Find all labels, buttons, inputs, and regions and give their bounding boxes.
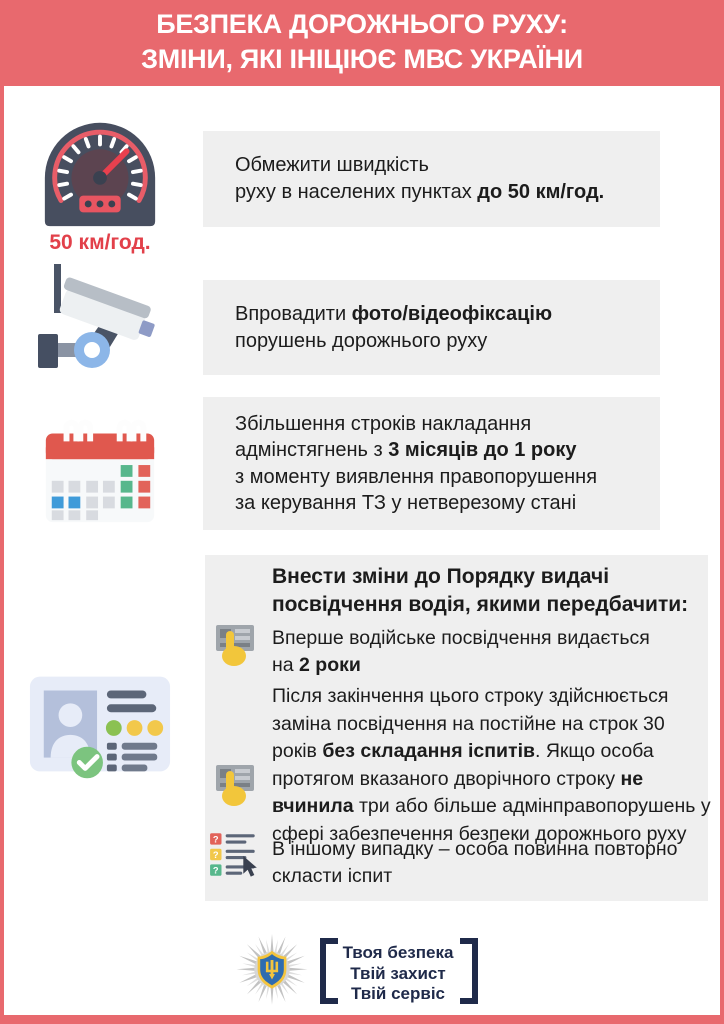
license-bullet1-text: Вперше водійське посвідчення видається на 2 роки	[272, 627, 650, 676]
speed-limit-text: Обмежити швидкість руху в населених пунктах до 50 км/год.	[235, 154, 605, 203]
admin-terms-box	[203, 397, 660, 530]
footer-slogan	[338, 943, 458, 1005]
svg-text:?: ?	[212, 834, 219, 845]
license-bullet2-text: Після закінчення цього строку здійснюється заміна посвідчення на постійне на строк 30 років без складання іспитів. Якщо особа протягом вказаного дворічного строку не вчинила три або більше адмінправопорушень у сфері забезпечення безпеки дорожнього руху	[272, 685, 711, 845]
photo-video-box	[203, 280, 660, 375]
page-border-left	[0, 0, 4, 1024]
police-badge-icon	[234, 930, 310, 1012]
page-border-bottom	[0, 1015, 724, 1024]
license-in-hand-icon	[210, 763, 258, 807]
drivers-license-icon	[26, 668, 174, 786]
calendar-icon	[36, 404, 164, 532]
bracket-right	[460, 938, 478, 1004]
footer-slogan-line2: Твій захист	[350, 963, 446, 983]
bracket-left	[320, 938, 338, 1004]
speed-limit-box	[203, 131, 660, 227]
page-title-line2: ЗМІНИ, ЯКІ ІНІЦІЮЄ МВС УКРАЇНИ	[141, 44, 583, 74]
license-changes-box	[205, 555, 711, 901]
page-border-right	[720, 0, 724, 1024]
svg-text:?: ?	[212, 850, 219, 861]
cctv-camera-icon	[34, 258, 166, 376]
license-bullet3-text: В іншому випадку – особа повинна повторно скласти іспит	[272, 838, 678, 887]
license-in-hand-icon	[210, 623, 258, 667]
page-title-line1: БЕЗПЕКА ДОРОЖНЬОГО РУХУ:	[156, 9, 568, 39]
admin-terms-text: Збільшення строків накладання адмінстягнень з 3 місяців до 1 року з моменту виявлення правопорушення за керування ТЗ у нетверезому стані	[235, 412, 598, 514]
photo-video-text: Впровадити фото/відеофіксацію порушень дорожнього руху	[235, 302, 553, 352]
svg-text:?: ?	[212, 865, 219, 876]
speedometer-icon	[36, 110, 164, 232]
exam-checklist-icon	[208, 831, 262, 879]
footer-slogan-line3: Твій сервіс	[350, 984, 445, 1003]
license-changes-heading: Внести зміни до Порядку видачі посвідчення водія, якими передбачити:	[272, 565, 689, 616]
footer-slogan-line1: Твоя безпека	[342, 943, 454, 962]
speed-limit-label: 50 км/год.	[49, 231, 151, 254]
page-title	[0, 0, 724, 86]
